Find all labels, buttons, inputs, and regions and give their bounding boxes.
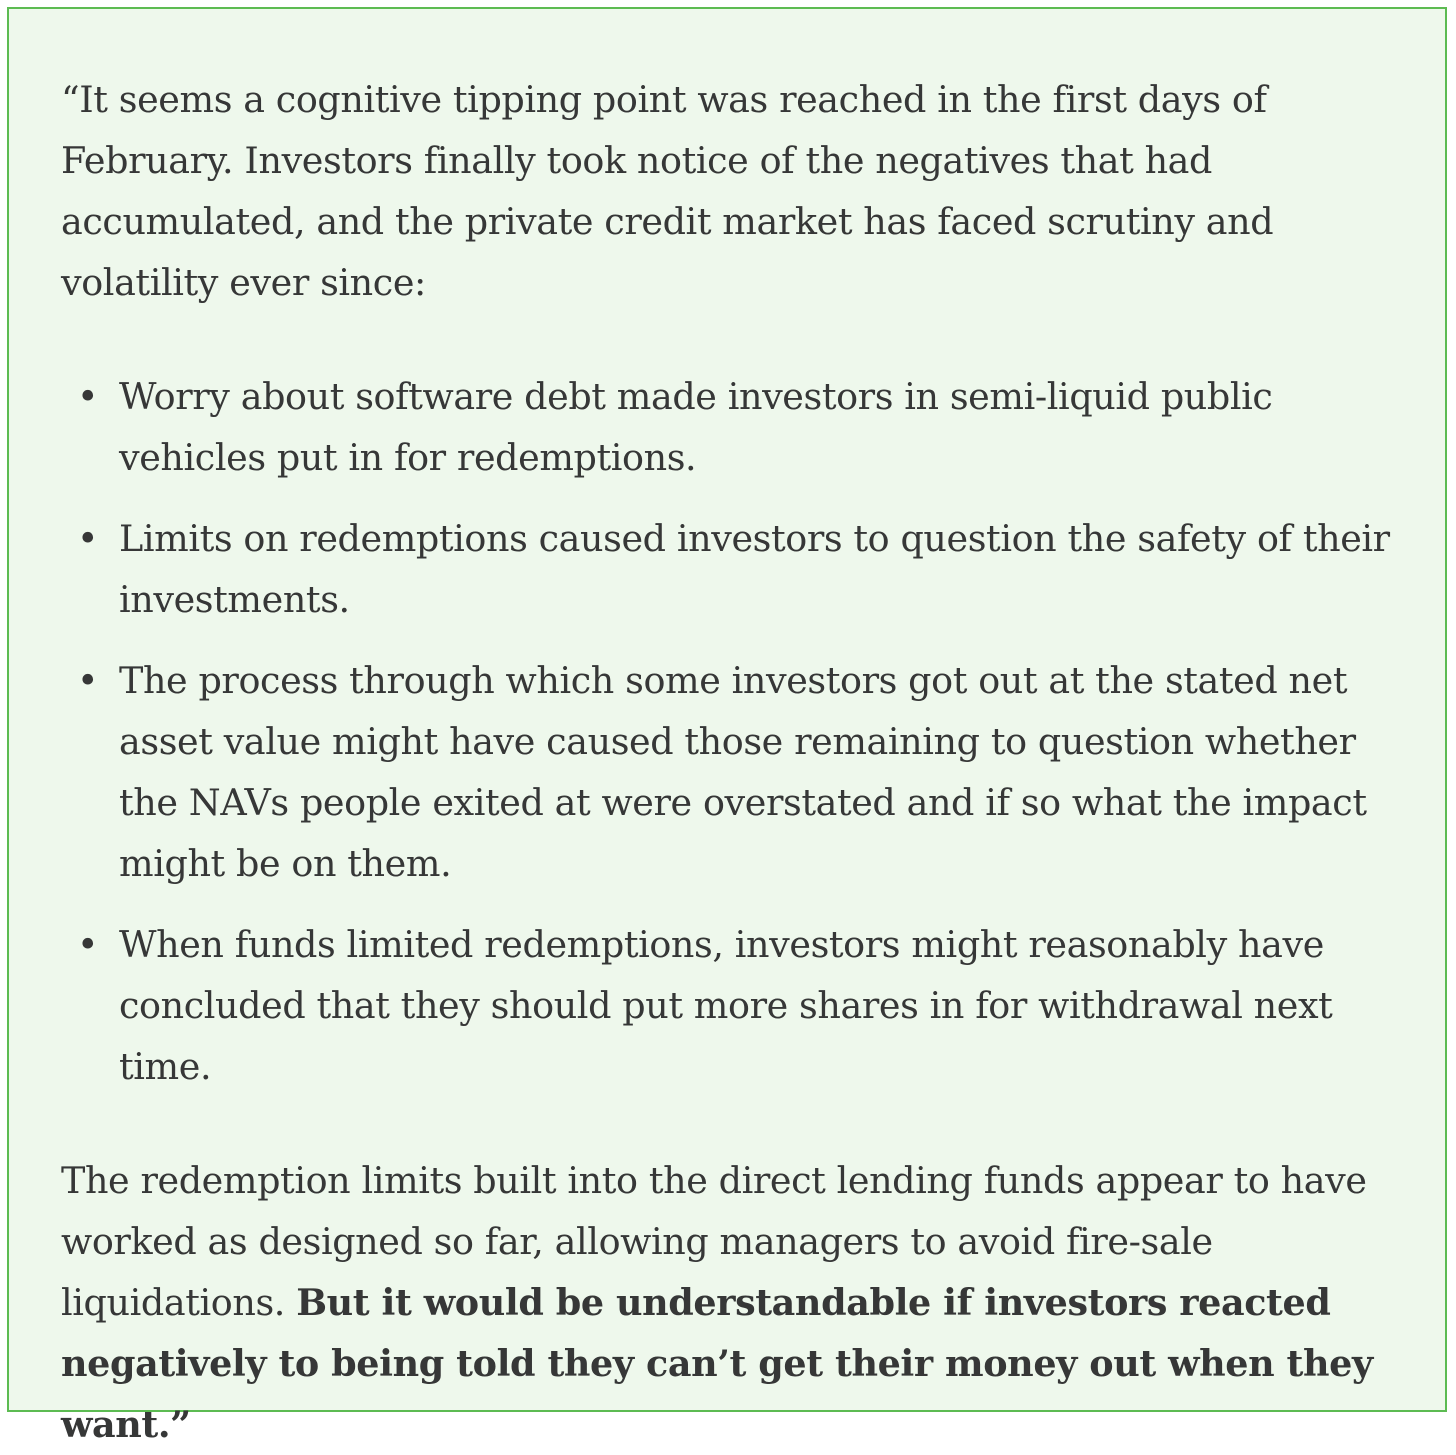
closing-regular-text: The redemption limits built into the direct lending funds appear to have worked as designed so far, allowing managers to avoid fire-sale liquidations.	[61, 1159, 1367, 1324]
list-item-text: Worry about software debt made investors in semi-liquid public vehicles put in for redemptions.	[119, 375, 1273, 479]
list-item	[61, 650, 1401, 894]
list-item-text: The process through which some investors got out at the stated net asset value might have caused those remaining to question whether the NAVs people exited at were overstated and if so what the impact might be on them.	[119, 659, 1367, 885]
list-item-text: When funds limited redemptions, investors might reasonably have concluded that they should put more shares in for withdrawal next time.	[119, 923, 1333, 1088]
list-item	[61, 508, 1401, 630]
bullet-icon: •	[77, 517, 99, 560]
quote-text	[61, 69, 1401, 1455]
quote-closing	[61, 1150, 1401, 1455]
closing-bold-text: But it would be understandable if investors reacted negatively to being told they can’t get their money out when they want.”	[61, 1281, 1373, 1446]
bullet-icon: •	[77, 923, 99, 966]
quote-box	[7, 7, 1447, 1446]
list-item-text: Limits on redemptions caused investors to question the safety of their investments.	[119, 517, 1390, 621]
quote-intro: “It seems a cognitive tipping point was reached in the first days of February. Investors finally took notice of the negatives that had accumulated, and the private credit market has faced scrutiny and volatility ever since:	[61, 78, 1274, 304]
bullet-icon: •	[77, 659, 99, 702]
bullet-list	[61, 366, 1401, 1097]
bullet-icon: •	[77, 375, 99, 418]
list-item	[61, 366, 1401, 488]
list-item	[61, 914, 1401, 1097]
